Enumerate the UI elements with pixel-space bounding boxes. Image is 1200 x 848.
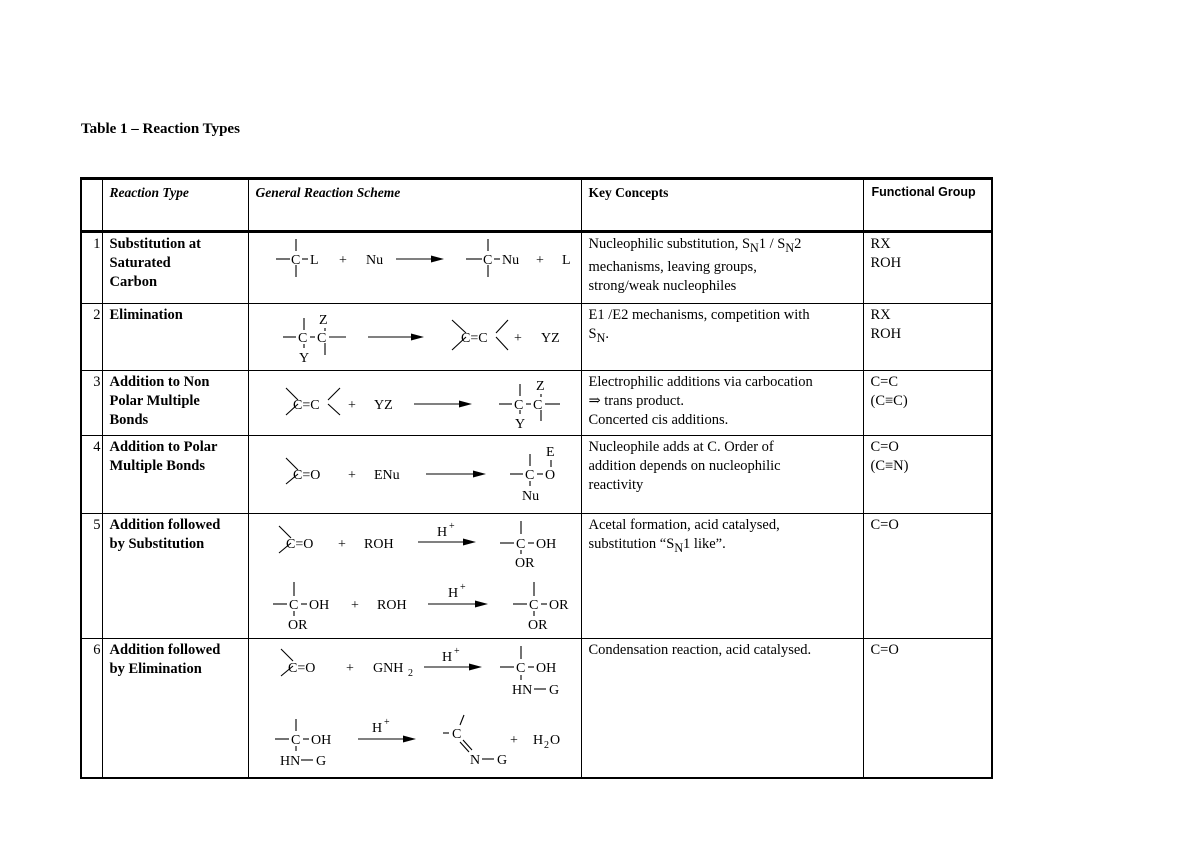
svg-text:N: N — [469, 753, 480, 768]
condensation-scheme — [256, 641, 589, 775]
svg-text:C: C — [290, 733, 300, 748]
svg-text:C: C — [515, 661, 525, 676]
reaction-scheme-cell — [248, 514, 581, 639]
reaction-type-cell: Addition to Polar Multiple Bonds — [102, 436, 248, 514]
svg-text:C: C — [482, 253, 492, 268]
svg-text:C: C — [524, 468, 534, 483]
svg-text:+: + — [535, 253, 544, 268]
header-scheme: General Reaction Scheme — [248, 179, 581, 232]
svg-text:Z: Z — [318, 313, 328, 328]
svg-text:OR: OR — [527, 618, 547, 633]
svg-text:E: E — [545, 445, 555, 460]
row-number: 1 — [81, 232, 102, 304]
svg-text:Z: Z — [535, 379, 545, 394]
svg-text:+: + — [345, 661, 354, 676]
svg-text:+: + — [347, 468, 356, 483]
svg-text:+: + — [448, 521, 455, 532]
svg-text:C=O: C=O — [292, 468, 320, 483]
svg-text:Nu: Nu — [365, 253, 383, 268]
svg-text:C: C — [528, 598, 538, 613]
svg-text:C: C — [316, 331, 326, 346]
row-number: 5 — [81, 514, 102, 639]
svg-text:+: + — [509, 733, 518, 748]
key-concepts-cell: Nucleophile adds at C. Order of addition depends on nucleophilic reactivity — [581, 436, 863, 514]
key-concepts-cell: Acetal formation, acid catalysed, substitution “$S_N1$ like”. — [581, 514, 863, 639]
svg-text:ROH: ROH — [376, 598, 407, 613]
svg-text:ENu: ENu — [373, 468, 400, 483]
svg-text:Nu: Nu — [501, 253, 519, 268]
reaction-type-cell: Elimination — [102, 304, 248, 371]
svg-text:+: + — [453, 646, 460, 657]
svg-text:C: C — [288, 598, 298, 613]
reaction-type-cell: Addition followed by Elimination — [102, 639, 248, 779]
svg-text:+: + — [350, 598, 359, 613]
table-row — [81, 304, 992, 371]
svg-text:H: H — [532, 733, 543, 748]
functional-group-cell: C=O — [863, 514, 992, 639]
header-num-cell — [81, 179, 102, 232]
reaction-scheme-cell — [248, 639, 581, 779]
reaction-types-table — [80, 177, 993, 779]
svg-text:+: + — [459, 582, 466, 593]
svg-text:H: H — [447, 586, 458, 601]
reaction-scheme-cell — [248, 436, 581, 514]
svg-text:OH: OH — [535, 661, 556, 676]
row-number: 6 — [81, 639, 102, 779]
svg-text:H: H — [436, 525, 447, 540]
svg-text:C: C — [513, 398, 523, 413]
svg-text:G: G — [548, 683, 559, 698]
table-row — [81, 639, 992, 779]
table-row — [81, 514, 992, 639]
svg-text:C=C: C=C — [292, 398, 320, 413]
svg-text:YZ: YZ — [373, 398, 393, 413]
row-number: 3 — [81, 371, 102, 436]
svg-text:+: + — [513, 331, 522, 346]
acetal-scheme — [256, 516, 589, 636]
table-row — [81, 371, 992, 436]
svg-text:C=O: C=O — [285, 537, 313, 552]
table-row — [81, 436, 992, 514]
elimination-scheme — [256, 306, 589, 368]
functional-group-cell: C=C (C≡C) — [863, 371, 992, 436]
svg-text:OH: OH — [535, 537, 556, 552]
svg-text:YZ: YZ — [540, 331, 560, 346]
header-reaction-type: Reaction Type — [102, 179, 248, 232]
addition-nonpolar-scheme — [256, 373, 589, 433]
svg-text:C: C — [297, 331, 307, 346]
svg-text:OH: OH — [310, 733, 331, 748]
svg-text:C: C — [532, 398, 542, 413]
svg-text:+: + — [338, 253, 347, 268]
svg-text:C: C — [290, 253, 300, 268]
svg-text:OR: OR — [287, 618, 307, 633]
row-number: 2 — [81, 304, 102, 371]
key-concepts-cell: Nucleophilic substitution, $S_N1 / S_N2$ mechanisms, leaving groups, strong/weak nucleophiles — [581, 232, 863, 304]
svg-text:C=C: C=C — [460, 331, 488, 346]
functional-group-cell: RX ROH — [863, 304, 992, 371]
substitution-scheme — [256, 235, 589, 301]
functional-group-cell: C=O (C≡N) — [863, 436, 992, 514]
svg-text:GNH: GNH — [372, 661, 403, 676]
svg-text:C: C — [451, 727, 461, 742]
svg-text:C=O: C=O — [287, 661, 315, 676]
svg-text:+: + — [347, 398, 356, 413]
svg-text:C: C — [515, 537, 525, 552]
svg-text:L: L — [561, 253, 571, 268]
reaction-type-cell: Addition to Non Polar Multiple Bonds — [102, 371, 248, 436]
svg-text:OH: OH — [308, 598, 329, 613]
table-title: Table 1 – Reaction Types — [81, 121, 240, 137]
svg-text:O: O — [544, 468, 555, 483]
addition-polar-scheme — [256, 438, 589, 511]
header-row — [81, 179, 992, 232]
functional-group-cell: C=O — [863, 639, 992, 779]
reaction-type-cell: Addition followed by Substitution — [102, 514, 248, 639]
svg-text:H: H — [371, 721, 382, 736]
reaction-type-cell: Substitution at Saturated Carbon — [102, 232, 248, 304]
key-concepts-cell: E1 /E2 mechanisms, competition with $S_N$. — [581, 304, 863, 371]
key-concepts-cell: Condensation reaction, acid catalysed. — [581, 639, 863, 779]
key-concepts-cell: Electrophilic additions via carbocation ⇒ trans product. Concerted cis additions. — [581, 371, 863, 436]
svg-text:G: G — [496, 753, 507, 768]
svg-text:HN: HN — [511, 683, 532, 698]
svg-text:+: + — [383, 717, 390, 728]
header-functional-group: Functional Group — [863, 179, 992, 232]
svg-text:L: L — [309, 253, 319, 268]
header-key-concepts: Key Concepts — [581, 179, 863, 232]
svg-text:OR: OR — [548, 598, 568, 613]
functional-group-cell: RX ROH — [863, 232, 992, 304]
svg-text:Y: Y — [298, 351, 309, 366]
svg-text:+: + — [337, 537, 346, 552]
row-number: 4 — [81, 436, 102, 514]
svg-text:HN: HN — [279, 754, 300, 769]
svg-text:OR: OR — [514, 556, 534, 571]
svg-text:O: O — [549, 733, 560, 748]
svg-text:Nu: Nu — [521, 489, 539, 504]
svg-text:2: 2 — [407, 668, 413, 679]
table-row — [81, 232, 992, 304]
svg-text:Y: Y — [514, 417, 525, 432]
svg-text:H: H — [441, 650, 452, 665]
svg-text:2: 2 — [543, 740, 549, 751]
reaction-scheme-cell — [248, 232, 581, 304]
svg-text:G: G — [315, 754, 326, 769]
reaction-scheme-cell — [248, 371, 581, 436]
svg-text:ROH: ROH — [363, 537, 394, 552]
reaction-scheme-cell — [248, 304, 581, 371]
